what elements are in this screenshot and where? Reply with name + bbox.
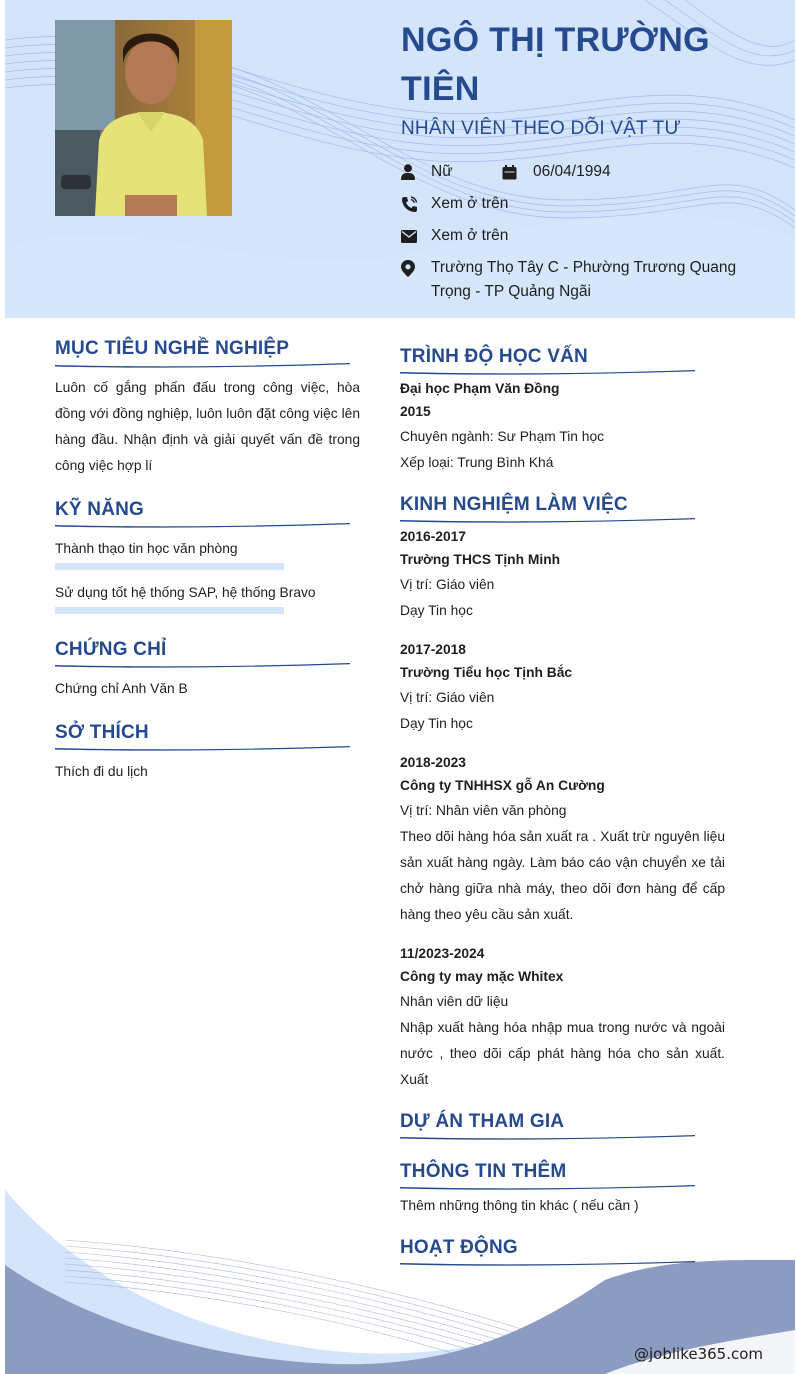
- experience-position: Vị trí: Nhân viên văn phòng: [400, 803, 567, 818]
- experience-title: KINH NGHIỆM LÀM VIỆC: [400, 494, 628, 515]
- hobbies-title: SỞ THÍCH: [55, 722, 149, 743]
- cv-page: [5, 0, 795, 1374]
- education-title: TRÌNH ĐỘ HỌC VẤN: [400, 346, 588, 367]
- skills-underline: [55, 521, 350, 529]
- gender-value: Nữ: [431, 163, 453, 180]
- experience-company: Trường THCS Tịnh Minh: [400, 552, 561, 567]
- skills-title: KỸ NĂNG: [55, 499, 145, 520]
- candidate-name: NGÔ THỊ TRƯỜNG TIÊN: [401, 21, 710, 108]
- activities-underline: [400, 1259, 695, 1267]
- experience-position: Vị trí: Giáo viên: [400, 577, 495, 592]
- experience-position: Nhân viên dữ liệu: [400, 994, 509, 1009]
- activities-title: HOẠT ĐỘNG: [400, 1237, 518, 1258]
- education-school: Đại học Phạm Văn Đồng: [400, 381, 560, 396]
- map-pin-icon: [401, 256, 431, 280]
- skill-label: Sử dụng tốt hệ thống SAP, hệ thống Bravo: [55, 585, 316, 600]
- gender-row: [401, 160, 501, 184]
- email-value: Xem ở trên: [431, 227, 509, 244]
- additional-text: Thêm những thông tin khác ( nếu cần ): [400, 1198, 639, 1213]
- candidate-job-title: NHÂN VIÊN THEO DÕI VẬT TƯ: [401, 118, 681, 139]
- education-year: 2015: [400, 404, 431, 419]
- experience-period: 2016-2017: [400, 529, 466, 544]
- phone-row: [401, 192, 751, 216]
- objective-title: MỤC TIÊU NGHỀ NGHIỆP: [55, 338, 290, 359]
- experience-company: Công ty may mặc Whitex: [400, 969, 564, 984]
- email-row: [401, 224, 751, 248]
- education-major: Chuyên ngành: Sư Phạm Tin học: [400, 429, 605, 444]
- experience-description: Nhập xuất hàng hóa nhập mua trong nước và ngoài nước , theo dõi cấp phát hàng hóa cho sản xuất. Xuất: [400, 1020, 725, 1087]
- education-grade: Xếp loại: Trung Bình Khá: [400, 455, 554, 470]
- certificates-underline: [55, 661, 350, 669]
- dob-value: 06/04/1994: [533, 163, 611, 180]
- objective-underline: [55, 361, 350, 369]
- phone-icon: [401, 192, 431, 216]
- profile-photo: [55, 20, 232, 216]
- skill-level-bar: [55, 563, 284, 570]
- cv-header: [5, 0, 795, 318]
- hobbies-underline: [55, 744, 350, 752]
- experience-underline: [400, 516, 695, 524]
- skill-label: Thành thạo tin học văn phòng: [55, 541, 238, 556]
- experience-period: 2017-2018: [400, 642, 466, 657]
- experience-period: 2018-2023: [400, 755, 466, 770]
- address-value: Trường Thọ Tây C - Phường Trương Quang Trọng - TP Quảng Ngãi: [431, 259, 737, 300]
- phone-value: Xem ở trên: [431, 195, 509, 212]
- certificates-title: CHỨNG CHỈ: [55, 639, 167, 660]
- hobby-item: Thích đi du lịch: [55, 764, 148, 779]
- skill-level-bar: [55, 607, 284, 614]
- dob-row: [502, 160, 611, 184]
- certificate-item: Chứng chỉ Anh Văn B: [55, 681, 188, 696]
- envelope-icon: [401, 224, 431, 248]
- brand-watermark: @joblike365.com: [634, 1345, 764, 1363]
- address-row: [401, 256, 751, 304]
- experience-period: 11/2023-2024: [400, 946, 485, 961]
- experience-description: Dạy Tin học: [400, 716, 473, 731]
- user-icon: [401, 160, 431, 184]
- calendar-icon: [502, 160, 533, 184]
- projects-underline: [400, 1133, 695, 1141]
- projects-title: DỰ ÁN THAM GIA: [400, 1111, 565, 1132]
- additional-underline: [400, 1183, 695, 1191]
- experience-description: Theo dõi hàng hóa sản xuất ra . Xuất trừ nguyên liệu sản xuất hàng ngày. Làm báo cáo vận chuyển xe tải chở hàng giữa nhà máy, theo dõi đơn hàng để cấp hàng theo yêu cầu sản xuất.: [400, 829, 725, 922]
- experience-position: Vị trí: Giáo viên: [400, 690, 495, 705]
- objective-text: Luôn cố gắng phấn đấu trong công việc, hòa đồng với đồng nghiệp, luôn luôn đặt công việc lên hàng đầu. Nhận định và giải quyết vấn đề trong công việc hợp lí: [55, 380, 360, 473]
- experience-description: Dạy Tin học: [400, 603, 473, 618]
- experience-company: Trường Tiểu học Tịnh Bắc: [400, 665, 573, 680]
- experience-company: Công ty TNHHSX gỗ An Cường: [400, 778, 605, 793]
- education-underline: [400, 368, 695, 376]
- additional-title: THÔNG TIN THÊM: [400, 1161, 567, 1182]
